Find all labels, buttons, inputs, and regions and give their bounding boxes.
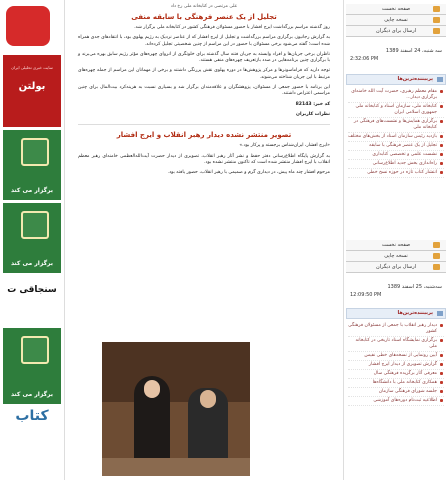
ad-text: برگزار می کند (10, 187, 54, 194)
date-row (344, 47, 448, 55)
ad-banner-green-2[interactable] (3, 203, 61, 273)
print-icon (433, 17, 440, 23)
menu-item-print[interactable]: نسخه چاپی (346, 15, 446, 26)
article-photo (102, 342, 250, 476)
list-item[interactable]: راه‌اندازی بخش جدید اطلاع‌رسانی (348, 160, 444, 169)
time-text: 12:09:50 PM (350, 292, 382, 298)
comments-link[interactable]: نظرات کاربران (296, 111, 330, 117)
ad-text: برگزار می کند (10, 391, 54, 398)
date-text: سه‌شنبه، 25 اسفند 1389 (387, 284, 442, 290)
ad-text: برگزار می کند (10, 260, 54, 267)
ad-banner-bultan[interactable] (3, 55, 61, 127)
menu-item-home-2[interactable]: صفحه نخست (346, 240, 446, 251)
site-logo[interactable] (0, 0, 64, 52)
menu-item-print-2[interactable]: نسخه چاپی (346, 251, 446, 262)
list-item[interactable]: آیین رونمایی از نسخه‌های خطی نفیس (348, 352, 444, 361)
list-item[interactable]: بازدید رئیس سازمان اسناد از بخش‌های مختلف (348, 133, 444, 142)
person-image (188, 388, 228, 468)
list-item[interactable]: برگزاری نمایشگاه اسناد تاریخی در کتابخانه ملی (348, 337, 444, 352)
ad-banner-bottom[interactable] (3, 408, 61, 438)
list-item[interactable]: گزارش تصویری از دیدار ایرج افشار (348, 361, 444, 370)
list-item[interactable]: انتشار کتاب تازه در حوزه نسخ خطی (348, 169, 444, 178)
bookshelf-image (102, 342, 250, 402)
article-paragraph: این برنامه با حضور جمعی از مسئولان، پژوهشگران و علاقه‌مندان برگزار شد و بسیاری نسبت به هزینه‌کرد بیت‌المال برای چنین مراسمی اعتراض داشتند. (78, 85, 330, 97)
list-item[interactable]: دیدار رهبر انقلاب با جمعی از مسئولان فرهنگی کشور (348, 322, 444, 337)
list-item[interactable]: معرفی آثار برگزیده فرهنگی سال (348, 370, 444, 379)
popular-news-list (348, 88, 444, 178)
print-icon (433, 253, 440, 259)
menu-item-send-2[interactable]: ارسال برای دیگران (346, 262, 446, 273)
ad-sub-text: سایت خبری تحلیلی ایران (11, 65, 53, 70)
list-item[interactable]: جلسه شورای فرهنگی سازمان (348, 388, 444, 397)
list-item[interactable]: کتابخانه ملی، سازمان اسناد و کتابخانه ملی جمهوری اسلامی ایران (348, 103, 444, 118)
ad-banner-green-1[interactable] (3, 130, 61, 200)
right-sidebar (343, 0, 448, 480)
article-paragraph: روز گذشته مراسم بزرگداشت ایرج افشار با حضور مسئولان فرهنگی کشور در کتابخانه ملی برگزار شد. (134, 25, 330, 30)
logo-mark-icon (6, 6, 50, 46)
left-sidebar (0, 0, 65, 480)
ad-title-text: بولتن (18, 81, 46, 92)
menu-item-home[interactable]: صفحه نخست (346, 4, 446, 15)
frame-icon (21, 336, 49, 364)
list-item[interactable]: همکاری کتابخانه ملی با دانشگاه‌ها (348, 379, 444, 388)
home-icon (433, 6, 440, 12)
breadcrumb: علی مرتضی در کتابخانه ملی رخ داد (170, 4, 238, 9)
face-image (144, 380, 160, 398)
article-paragraph: مرحوم افشار چند ماه پیش، در دیداری گرم و صمیمی با رهبر انقلاب، حضور یافته بود. (167, 170, 330, 176)
face-image (200, 390, 216, 408)
date-row-2 (344, 283, 448, 291)
list-icon (437, 77, 443, 82)
menu-item-send[interactable]: ارسال برای دیگران (346, 26, 446, 37)
article-paragraph: به گزارش رجانیوز، برگزاری مراسم بزرگداشت و تجلیل از ایرج افشار که از عناصر نزدیک به رژیم پهلوی بود، با انتقادهای جدی همراه شده است؛ گفته می‌شود برخی مسئولان با حضور در این مراسم از چنین شخصیتی تجلیل کرده‌اند. (78, 35, 330, 47)
article-title: تجلیل از یک عنصر فرهنگی با سابقه منفی (131, 13, 277, 21)
time-text: 2:32:06 PM (350, 56, 379, 62)
list-item[interactable]: برگزاری همایش‌ها و نشست‌های فرهنگی در کتابخانه ملی (348, 118, 444, 133)
frame-icon (21, 138, 49, 166)
time-row (344, 55, 448, 63)
article-paragraph: ناظران برخی جریان‌ها و افراد وابسته به جریان فتنه سال گذشته برای خلوتگری از انزوای چهره‌های مؤثر رژیم سابق بهره می‌برند و با برگزاری چنین برنامه‌هایی در صدد بازتعریف چهره‌های منفی هستند. (78, 51, 330, 64)
person-image (134, 376, 170, 466)
mail-icon (433, 28, 440, 34)
divider (78, 124, 330, 125)
home-icon (433, 242, 440, 248)
ad-bottom-text: کتاب (15, 408, 49, 424)
mail-icon (433, 264, 440, 270)
article-paragraph: به گزارش پایگاه اطلاع‌رسانی دفتر حفظ و نشر آثار رهبر انقلاب، تصویری از دیدار حضرت آیت‌الله‌العظمی خامنه‌ای رهبر معظم انقلاب با ایرج افشار منتشر شده است که تاکنون منتشر نشده بود. (78, 153, 330, 165)
news-code: کد خبر: 82143 (295, 101, 330, 107)
frame-icon (21, 211, 49, 239)
article-intro: «ایرج افشار، ایران‌شناس برجسته و پرکار بود.» (239, 143, 330, 149)
list-item[interactable]: اطلاعیه ثبت‌نام دوره‌های آموزشی (348, 397, 444, 406)
article-title-2: تصویر منتشر نشده دیدار رهبر انقلاب و ایرج افشار (116, 131, 292, 140)
list-item[interactable]: نشست علمی و تخصصی کتابداری (348, 151, 444, 160)
popular-news-list-2 (348, 322, 444, 406)
ad-banner-green-3[interactable] (3, 328, 61, 404)
list-item[interactable]: تجلیل از یک عنصر فرهنگی با سابقه (348, 142, 444, 151)
ad-banner-promo[interactable] (3, 285, 61, 325)
table-image (102, 458, 250, 476)
section-popular: پربیننده‌ترین‌ها (346, 74, 446, 85)
date-text: سه شنبه، 24 اسفند 1389 (385, 48, 442, 54)
time-row-2 (344, 291, 448, 299)
list-item[interactable]: مقام معظم رهبری، حضرت آیت الله خامنه‌ای برگزاری دیدار... (348, 88, 444, 103)
ad-promo-text: سنجاقی ت (7, 285, 57, 295)
list-icon (437, 311, 443, 316)
section-popular-2: پربیننده‌ترین‌ها (346, 308, 446, 319)
article-paragraph: توجه دارید که فراماسونرها و مرکز پژوهش‌ها در دوره پهلوی نقش پررنگی داشتند و برخی از مهمانان این مراسم از جمله چهره‌های مرتبط با این جریان شناخته می‌شوند. (78, 68, 330, 80)
